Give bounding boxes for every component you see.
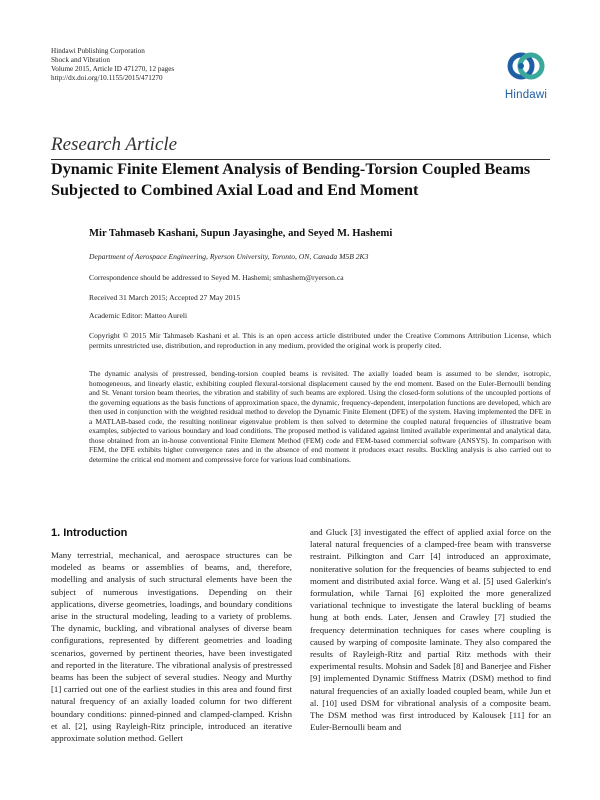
correspondence: Correspondence should be addressed to Seyed M. Hashemi; smhashem@ryerson.ca — [89, 273, 344, 282]
author-list: Mir Tahmaseb Kashani, Supun Jayasinghe, and Seyed M. Hashemi — [89, 228, 393, 239]
article-type: Research Article — [51, 134, 178, 155]
hindawi-wordmark: Hindawi — [504, 89, 548, 101]
publisher-name: Hindawi Publishing Corporation — [51, 47, 145, 55]
received-accepted-dates: Received 31 March 2015; Accepted 27 May 2015 — [89, 293, 241, 302]
affiliation: Department of Aerospace Engineering, Ryerson University, Toronto, ON, Canada M5B 2K3 — [89, 252, 369, 261]
journal-info — [51, 47, 174, 83]
intro-column-right: and Gluck [3] investigated the effect of applied axial force on the lateral natural frequencies of a clamped-free beam with transverse restraint. Pilkington and Carr [4] introduced an approximate, noniterative solution for the frequencies of beams subjected to end moment and distributed axial force. Wang et al. [5] used Galerkin's formulation, while Tarnai [6] exploited the more generalized variational technique to investigate the lateral buckling of beams hung at both ends. Later, Jensen and Crawley [7] studied the frequency determination techniques for cases where coupling is caused by warping of composite laminate. They also compared the results of Rayleigh-Ritz and partial Ritz methods with their experimental results. Mohsin and Sadek [8] and Banerjee and Fisher [9] implemented Dynamic Stiffness Matrix (DSM) method to find natural frequencies of an axially loaded coupled beam, while Jun et al. [10] used DSM for vibrational analysis of a composite beam. The DSM method was first introduced by Kalousek [11] for an Euler-Bernoulli beam and — [310, 527, 551, 733]
copyright-notice: Copyright © 2015 Mir Tahmaseb Kashani et al. This is an open access article distributed under the Creative Commons Attribution License, which permits unrestricted use, distribution, and reproduction in any medium, provided the original work is properly cited. — [89, 331, 551, 350]
academic-editor: Academic Editor: Matteo Aureli — [89, 311, 188, 320]
doi-link[interactable]: http://dx.doi.org/10.1155/2015/471270 — [51, 74, 163, 82]
abstract: The dynamic analysis of prestressed, bending-torsion coupled beams is revisited. The axially loaded beam is assumed to be slender, isotropic, homogeneous, and linearly elastic, exhibiting coupled flexural-torsional displacement caused by the end moment. Based on the Euler-Bernoulli bending and St. Venant torsion beam theories, the vibration and stability of such beams are explored. Using the closed-form solutions of the uncoupled portions of the governing equations as the basis functions of approximation space, the dynamic, frequency-dependent, interpolation functions are developed, which are then used in conjunction with the weighted residual method to develop the Dynamic Finite Element (DFE) of the system. Having implemented the DFE in a MATLAB-based code, the resulting nonlinear eigenvalue problem is then solved to determine the coupled natural frequencies of illustrative beam examples, subjected to various boundary and load conditions. The proposed method is validated against limited available experimental and analytical data, those obtained from an in-house conventional Finite Element Method (FEM) code and FEM-based commercial software (ANSYS). In comparison with FEM, the DFE exhibits higher convergence rates and in the absence of end moment it produces exact results. Buckling analysis is also carried out to determine the critical end moment and compressive force for various load combinations. — [89, 369, 551, 464]
intro-column-left: Many terrestrial, mechanical, and aerospace structures can be modeled as beams or assemblies of beams, and, therefore, modelling and analysis of such structural elements have been the subject of numerous investigations. Depending on their applications, diverse geometries, loadings, and boundary conditions arise in the structural modeling, leading to a variety of problems. The dynamic, buckling, and vibrational analyses of diverse beam configurations, represented by different geometries and loading scenarios, governed by pertinent theories, have been investigated and reported in the literature. The vibrational analysis of prestressed beams has been the subject of several studies. Neogy and Murthy [1] carried out one of the earliest studies in this area and found first natural frequency of an axially loaded column for two different boundary conditions: pinned-pinned and clamped-clamped. Krishn et al. [2], using Rayleigh-Ritz principle, introduced an iterative approximate solution method. Gellert — [51, 550, 292, 744]
section-heading-introduction: 1. Introduction — [51, 527, 128, 539]
volume-line: Volume 2015, Article ID 471270, 12 pages — [51, 65, 175, 73]
journal-name: Shock and Vibration — [51, 56, 110, 64]
paper-title: Dynamic Finite Element Analysis of Bending-Torsion Coupled Beams Subjected to Combined Axial Load and End Moment — [51, 160, 531, 199]
